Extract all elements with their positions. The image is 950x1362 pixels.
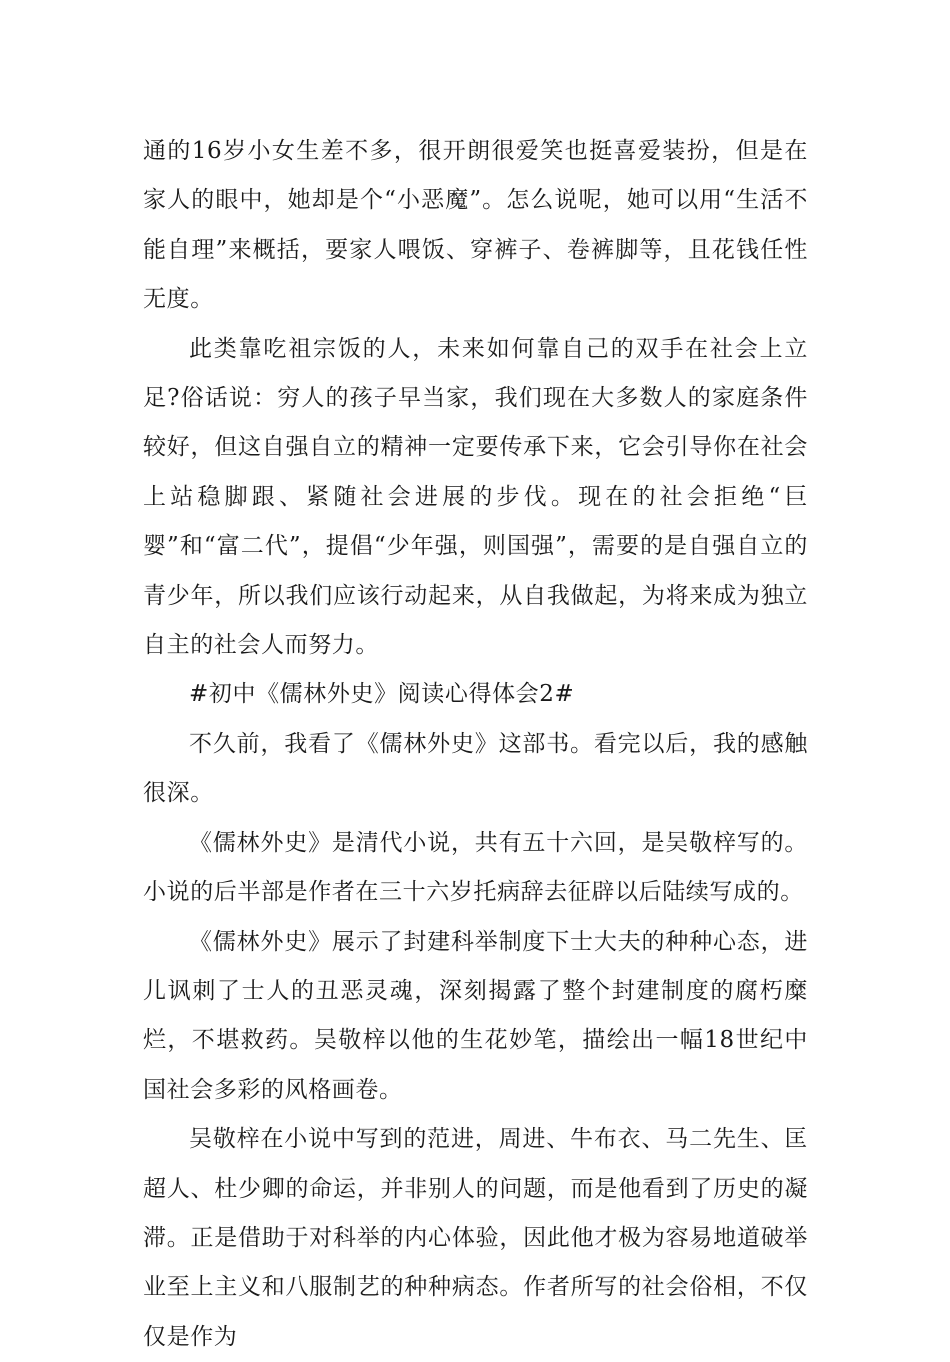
paragraph-3: 不久前，我看了《儒林外史》这部书。看完以后，我的感触很深。 [143, 730, 808, 807]
paragraph-4: 《儒林外史》是清代小说，共有五十六回，是吴敬梓写的。小说的后半部是作者在三十六岁托病辞去征辟以后陆续写成的。 [143, 829, 808, 906]
paragraph-1: 通的16岁小女生差不多，很开朗很爱笑也挺喜爱装扮，但是在家人的眼中，她却是个“小恶魔”。怎么说呢，她可以用“生活不能自理”来概括，要家人喂饭、穿裤子、卷裤脚等，且花钱任性无度。 [143, 138, 808, 313]
document-body [143, 127, 808, 1362]
paragraph-5: 《儒林外史》展示了封建科举制度下士大夫的种种心态，进儿讽刺了士人的丑恶灵魂，深刻揭露了整个封建制度的腐朽糜烂，不堪救药。吴敬梓以他的生花妙笔，描绘出一幅18世纪中国社会多彩的风格画卷。 [143, 928, 808, 1103]
paragraph-6: 吴敬梓在小说中写到的范进，周进、牛布衣、马二先生、匡超人、杜少卿的命运，并非别人的问题，而是他看到了历史的凝滞。正是借助于对科举的内心体验，因此他才极为容易地道破举业至上主义和八服制艺的种种病态。作者所写的社会俗相，不仅仅是作为 [143, 1126, 808, 1350]
section-heading: #初中《儒林外史》阅读心得体会2# [189, 681, 575, 708]
paragraph-2: 此类靠吃祖宗饭的人，未来如何靠自己的双手在社会上立足?俗话说：穷人的孩子早当家，我们现在大多数人的家庭条件较好，但这自强自立的精神一定要传承下来，它会引导你在社会上站稳脚跟、紧随社会进展的步伐。现在的社会拒绝“巨婴”和“富二代”，提倡“少年强，则国强”，需要的是自强自立的青少年，所以我们应该行动起来，从自我做起，为将来成为独立自主的社会人而努力。 [143, 335, 808, 659]
